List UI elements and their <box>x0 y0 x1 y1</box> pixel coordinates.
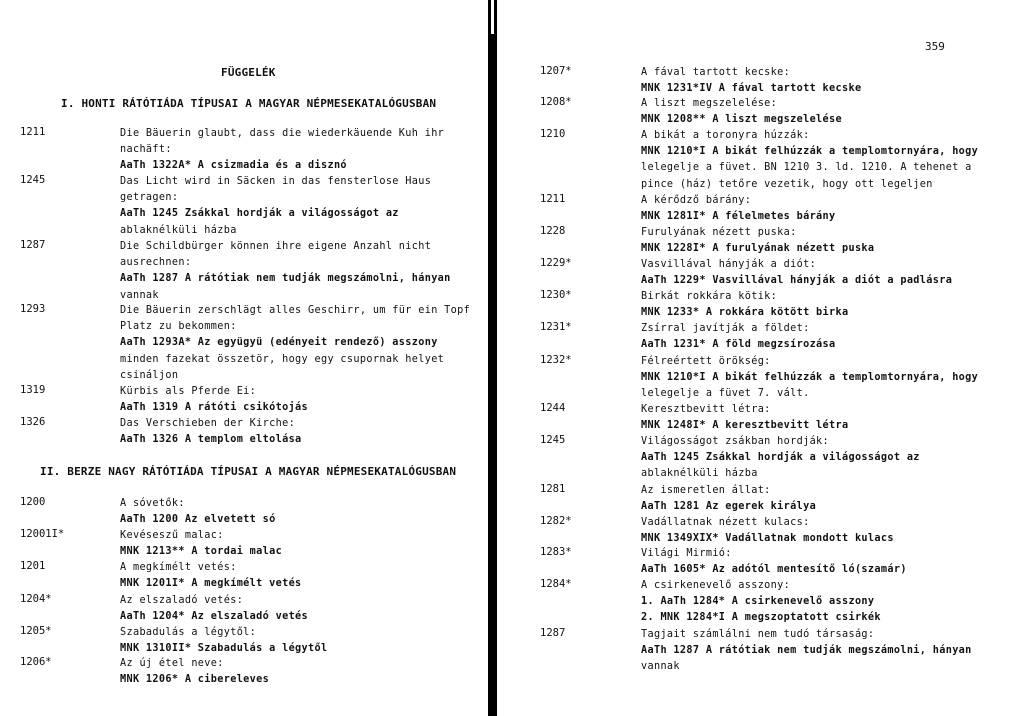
entry-text <box>641 434 920 483</box>
entry-line: pince (ház) tetőre vezetik, hogy ott legeljen <box>641 178 933 190</box>
entry-number: 1210 <box>540 128 566 140</box>
entry-line: Az ismeretlen állat: <box>641 485 771 496</box>
catalog-reference: AaTh 1326 A templom eltolása <box>120 434 302 446</box>
entry-line: Világi Mirmió: <box>641 548 732 559</box>
entry-text <box>120 384 308 416</box>
entry-text <box>641 546 907 578</box>
entry-number: 1230* <box>540 289 572 301</box>
entry-text <box>120 625 327 657</box>
entry-text <box>120 303 470 384</box>
catalog-reference: AaTh 1281 Az egerek királya <box>641 501 817 513</box>
catalog-reference: 2. MNK 1284*I A megszoptatott csirkék <box>641 612 881 624</box>
entry-number: 1200 <box>20 496 46 508</box>
catalog-reference: AaTh 1231* A föld megzsírozása <box>641 339 836 351</box>
entry-text <box>120 174 431 239</box>
entry-text <box>120 528 282 560</box>
entry-text <box>641 321 836 353</box>
right-page <box>497 0 1024 716</box>
catalog-reference: AaTh 1245 Zsákkal hordják a világosságot az <box>120 208 399 220</box>
catalog-reference: MNK 1208** A liszt megszelelése <box>641 114 842 126</box>
entry-text <box>641 65 861 97</box>
entry-text <box>641 627 972 676</box>
entry-line: nachäft: <box>120 144 172 156</box>
catalog-reference: MNK 1281I* A félelmetes bárány <box>641 211 836 223</box>
entry-text <box>120 656 269 688</box>
entry-number: 1206* <box>20 656 52 668</box>
entry-line: ablaknélküli házba <box>641 468 758 480</box>
entry-number: 12001I* <box>20 528 65 540</box>
entry-line: ausrechnen: <box>120 257 192 269</box>
entry-number: 1287 <box>20 239 46 251</box>
entry-number: 1245 <box>540 434 566 446</box>
entry-line: Das Licht wird in Säcken in das fensterlose Haus <box>120 176 432 187</box>
catalog-reference: MNK 1228I* A furulyának nézett puska <box>641 243 875 255</box>
entry-number: 1228 <box>540 225 566 237</box>
entry-text <box>120 593 308 625</box>
entry-line: A csirkenevelő asszony: <box>641 580 791 591</box>
catalog-reference: MNK 1213** A tordai malac <box>120 546 283 558</box>
entry-text <box>120 126 444 175</box>
catalog-reference: MNK 1248I* A keresztbevitt létra <box>641 420 849 432</box>
catalog-reference: MNK 1231*IV A fával tartott kecske <box>641 83 862 95</box>
section-heading-2: II. BERZE NAGY RÁTÓTIÁDA TÍPUSAI A MAGYAR NÉPMESEKATALÓGUSBAN <box>40 465 457 478</box>
entry-line: Kevéseszű malac: <box>120 530 224 541</box>
entry-number: 1283* <box>540 546 572 558</box>
catalog-reference: AaTh 1287 A rátótiak nem tudják megszámolni, hányan <box>641 645 972 657</box>
catalog-reference: 1. AaTh 1284* A csirkenevelő asszony <box>641 596 875 608</box>
entry-number: 1287 <box>540 627 566 639</box>
entry-number: 1326 <box>20 416 46 428</box>
entry-line: Die Bäuerin zerschlägt alles Geschirr, um für ein Topf <box>120 305 471 316</box>
entry-line: minden fazekat összetör, hogy egy csupornak helyet <box>120 353 445 365</box>
page-gutter <box>488 0 497 716</box>
entry-number: 1282* <box>540 515 572 527</box>
entry-text <box>641 257 952 289</box>
entry-number: 1207* <box>540 65 572 77</box>
entry-line: Birkát rokkára kötik: <box>641 291 778 302</box>
catalog-reference: AaTh 1319 A rátóti csikótojás <box>120 402 309 414</box>
left-page <box>0 0 488 716</box>
catalog-reference: MNK 1210*I A bikát felhúzzák a templomtornyára, hogy <box>641 372 979 384</box>
entry-text <box>120 560 302 592</box>
entry-line: A megkímélt vetés: <box>120 562 237 573</box>
entry-line: A fával tartott kecske: <box>641 67 791 78</box>
section-heading-1: I. HONTI RÁTÓTIÁDA TÍPUSAI A MAGYAR NÉPMESEKATALÓGUSBAN <box>61 97 437 110</box>
entry-text <box>641 483 816 515</box>
entry-text <box>641 354 978 403</box>
entry-line: Kürbis als Pferde Ei: <box>120 386 257 397</box>
entry-text <box>641 128 978 193</box>
entry-number: 1205* <box>20 625 52 637</box>
entry-text <box>641 193 836 225</box>
entry-text <box>120 416 302 448</box>
entry-line: Die Bäuerin glaubt, dass die wiederkäuende Kuh ihr <box>120 128 445 139</box>
entry-line: A sóvetők: <box>120 498 185 509</box>
gutter-mark <box>491 0 494 34</box>
entry-line: Világosságot zsákban hordják: <box>641 436 830 447</box>
entry-text <box>641 578 881 627</box>
entry-text <box>641 402 848 434</box>
catalog-reference: MNK 1201I* A megkímélt vetés <box>120 578 302 590</box>
entry-line: lelegelje a füvet 7. vált. <box>641 388 810 400</box>
catalog-reference: AaTh 1229* Vasvillával hányják a diót a padlásra <box>641 275 953 287</box>
catalog-reference: AaTh 1245 Zsákkal hordják a világosságot az <box>641 452 920 464</box>
entry-line: Vadállatnak nézett kulacs: <box>641 517 810 528</box>
entry-line: lelegelje a füvet. BN 1210 3. ld. 1210. A tehenet a <box>641 162 972 174</box>
entry-line: ablaknélküli házba <box>120 224 237 236</box>
entry-line: Szabadulás a légytől: <box>120 627 257 638</box>
entry-number: 1244 <box>540 402 566 414</box>
entry-number: 1231* <box>540 321 572 333</box>
catalog-reference: AaTh 1293A* Az együgyü (edényeit rendező) asszony <box>120 337 438 349</box>
entry-line: Keresztbevitt létra: <box>641 404 771 415</box>
entry-number: 1229* <box>540 257 572 269</box>
appendix-heading: FÜGGELÉK <box>221 66 276 79</box>
entry-number: 1201 <box>20 560 46 572</box>
entry-line: Az elszaladó vetés: <box>120 595 244 606</box>
entry-text <box>120 496 276 528</box>
entry-line: A kérődző bárány: <box>641 195 752 206</box>
entry-text <box>641 96 842 128</box>
entry-number: 1211 <box>20 126 46 138</box>
entry-text <box>641 289 848 321</box>
entry-number: 1281 <box>540 483 566 495</box>
entry-number: 1245 <box>20 174 46 186</box>
entry-line: Tagjait számlálni nem tudó társaság: <box>641 629 875 640</box>
entry-line: Vasvillával hányják a diót: <box>641 259 817 270</box>
entry-number: 1284* <box>540 578 572 590</box>
entry-number: 1232* <box>540 354 572 366</box>
entry-line: A bikát a toronyra húzzák: <box>641 130 810 141</box>
entry-text <box>641 225 874 257</box>
entry-line: vannak <box>120 289 159 301</box>
entry-line: Félreértett örökség: <box>641 356 771 367</box>
entry-line: Die Schildbürger können ihre eigene Anzahl nicht <box>120 241 432 252</box>
catalog-reference: AaTh 1287 A rátótiak nem tudják megszámolni, hányan <box>120 273 451 285</box>
catalog-reference: AaTh 1605* Az adótól mentesítő ló(szamár) <box>641 564 907 576</box>
entry-line: A liszt megszelelése: <box>641 98 778 109</box>
page-number: 359 <box>925 40 945 53</box>
catalog-reference: AaTh 1204* Az elszaladó vetés <box>120 611 309 623</box>
entry-number: 1208* <box>540 96 572 108</box>
catalog-reference: MNK 1310II* Szabadulás a légytől <box>120 643 328 655</box>
catalog-reference: MNK 1233* A rokkára kötött birka <box>641 307 849 319</box>
entry-number: 1319 <box>20 384 46 396</box>
entry-line: Furulyának nézett puska: <box>641 227 797 238</box>
entry-text <box>120 239 451 304</box>
entry-line: Das Verschieben der Kirche: <box>120 418 296 429</box>
entry-number: 1204* <box>20 593 52 605</box>
entry-line: Az új étel neve: <box>120 658 224 669</box>
entry-line: csináljon <box>120 369 179 381</box>
entry-line: getragen: <box>120 192 179 204</box>
entry-line: Zsírral javítják a földet: <box>641 323 810 334</box>
entry-line: vannak <box>641 661 680 673</box>
entry-line: Platz zu bekommen: <box>120 321 237 333</box>
catalog-reference: AaTh 1200 Az elvetett só <box>120 514 276 526</box>
catalog-reference: MNK 1206* A cibereleves <box>120 674 270 686</box>
catalog-reference: MNK 1349XIX* Vadállatnak mondott kulacs <box>641 533 894 545</box>
catalog-reference: AaTh 1322A* A csizmadia és a disznó <box>120 160 347 172</box>
entry-number: 1293 <box>20 303 46 315</box>
catalog-reference: MNK 1210*I A bikát felhúzzák a templomtornyára, hogy <box>641 146 979 158</box>
entry-text <box>641 515 894 547</box>
entry-number: 1211 <box>540 193 566 205</box>
